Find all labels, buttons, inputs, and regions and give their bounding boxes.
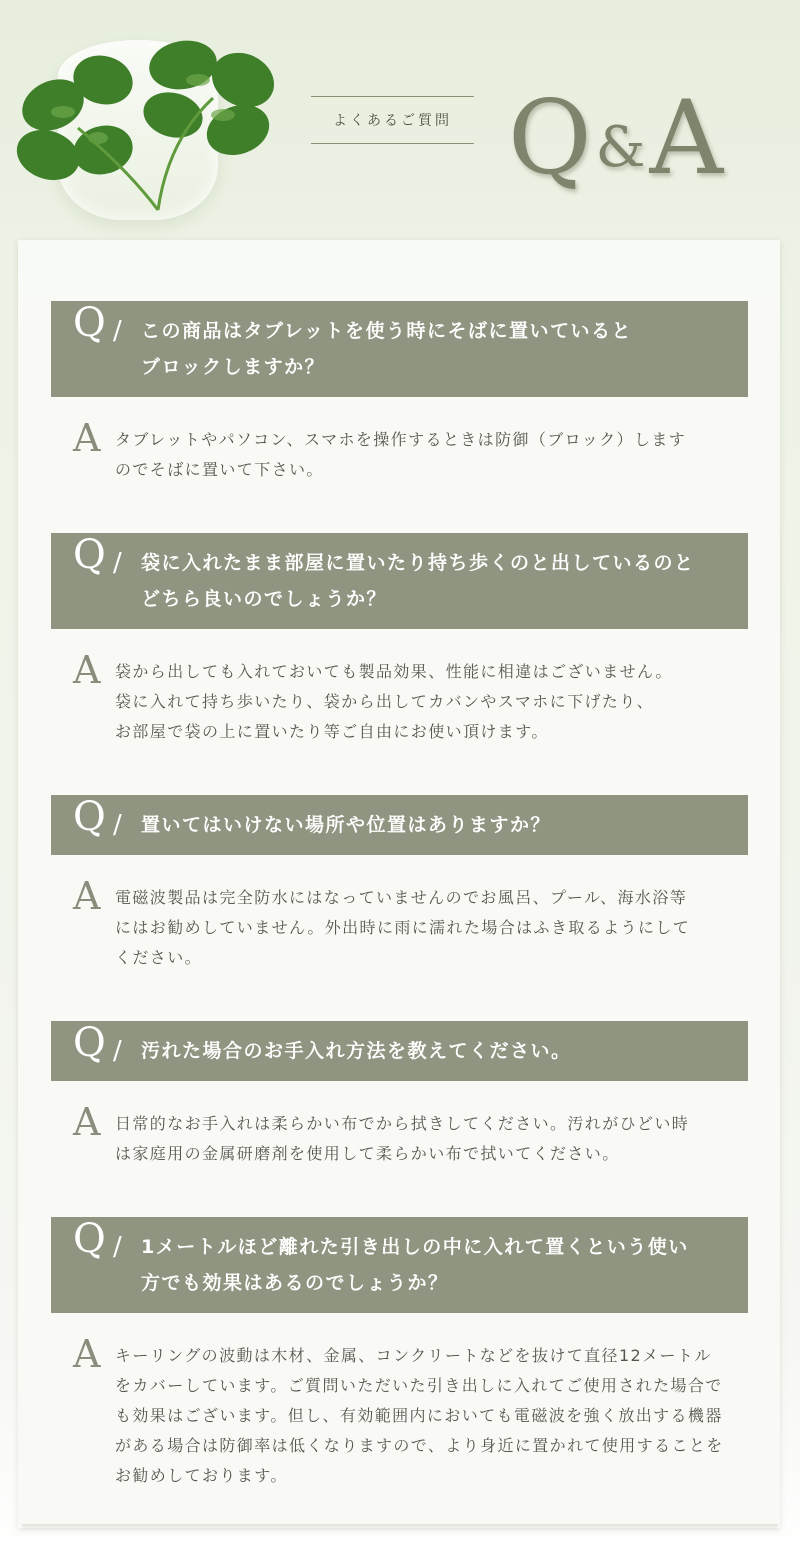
question-slash: /: [113, 1036, 124, 1066]
answer-line: 袋から出しても入れておいても製品効果、性能に相違はございません。: [115, 662, 673, 681]
question-mark-q: Q: [73, 1216, 108, 1262]
answer-line: は家庭用の金属研磨剤を使用して柔らかい布で拭いてください。: [115, 1144, 620, 1163]
faq-list: [51, 301, 748, 1539]
question-line: ブロックしますか？: [141, 356, 326, 378]
answer-mark-a: A: [73, 648, 102, 692]
question-bar: [51, 1217, 748, 1313]
answer-line: にはお勧めしていません。外出時に雨に濡れた場合はふき取るようにして: [115, 918, 691, 937]
title-q: Q: [508, 79, 592, 198]
answer-block: [51, 416, 748, 485]
answer-mark-a: A: [73, 1332, 102, 1376]
answer-line: 日常的なお手入れは柔らかい布でから拭きしてください。汚れがひどい時: [115, 1114, 690, 1133]
faq-item: [51, 795, 748, 973]
answer-line: も効果はございます。但し、有効範囲内においても電磁波を強く放出する機器: [115, 1406, 723, 1425]
answer-block: [51, 648, 748, 747]
question-mark-q: Q: [73, 794, 108, 840]
answer-line: がある場合は防御率は低くなりますので、より身近に置かれて使用することを: [115, 1436, 724, 1455]
title-a: A: [649, 79, 724, 198]
answer-mark-a: A: [73, 1100, 102, 1144]
answer-mark-a: A: [73, 874, 102, 918]
answer-line: お勧めしております。: [115, 1466, 288, 1485]
card-bottom-shadow: [22, 1524, 778, 1530]
answer-mark-a: A: [73, 416, 102, 460]
answer-line: ください。: [115, 948, 203, 967]
question-line: 汚れた場合のお手入れ方法を教えてください。: [141, 1040, 572, 1062]
question-line: 方でも効果はあるのでしょうか？: [141, 1272, 449, 1294]
hero-header: [0, 0, 800, 250]
faq-item: [51, 1217, 748, 1491]
question-mark-q: Q: [73, 532, 108, 578]
page-subtitle: よくあるご質問: [311, 96, 474, 144]
answer-line: のでそばに置いて下さい。: [115, 460, 324, 479]
question-line: この商品はタブレットを使う時にそばに置いていると: [141, 320, 633, 342]
question-mark-q: Q: [73, 1020, 108, 1066]
answer-line: タブレットやパソコン、スマホを操作するときは防御（ブロック）します: [115, 430, 687, 449]
four-leaf-clover-image: [8, 20, 288, 220]
question-bar: [51, 533, 748, 629]
question-slash: /: [113, 1232, 124, 1262]
question-bar: [51, 301, 748, 397]
answer-line: 袋に入れて持ち歩いたり、袋から出してカバンやスマホに下げたり、: [115, 692, 655, 711]
answer-block: [51, 1100, 748, 1169]
answer-line: お部屋で袋の上に置いたり等ご自由にお使い頂けます。: [115, 722, 549, 741]
question-line: 袋に入れたまま部屋に置いたり持ち歩くのと出しているのと: [141, 552, 695, 574]
faq-item: [51, 1021, 748, 1169]
answer-line: をカバーしています。ご質問いただいた引き出しに入れてご使用された場合で: [115, 1376, 723, 1395]
answer-line: 電磁波製品は完全防水にはなっていませんのでお風呂、プール、海水浴等: [115, 888, 688, 907]
page-title: [508, 60, 748, 198]
faq-item: [51, 301, 748, 485]
question-bar: [51, 795, 748, 855]
answer-block: [51, 874, 748, 973]
answer-line: キーリングの波動は木材、金属、コンクリートなどを抜けて直径12メートル: [115, 1346, 712, 1365]
answer-block: [51, 1332, 748, 1491]
question-line: どちら良いのでしょうか？: [141, 588, 388, 610]
faq-item: [51, 533, 748, 747]
question-line: 1メートルほど離れた引き出しの中に入れて置くという使い: [141, 1236, 689, 1258]
question-bar: [51, 1021, 748, 1081]
question-slash: /: [113, 548, 124, 578]
title-ampersand: &: [595, 115, 646, 180]
question-line: 置いてはいけない場所や位置はありますか？: [141, 814, 552, 836]
question-slash: /: [113, 316, 124, 346]
question-slash: /: [113, 810, 124, 840]
question-mark-q: Q: [73, 300, 108, 346]
